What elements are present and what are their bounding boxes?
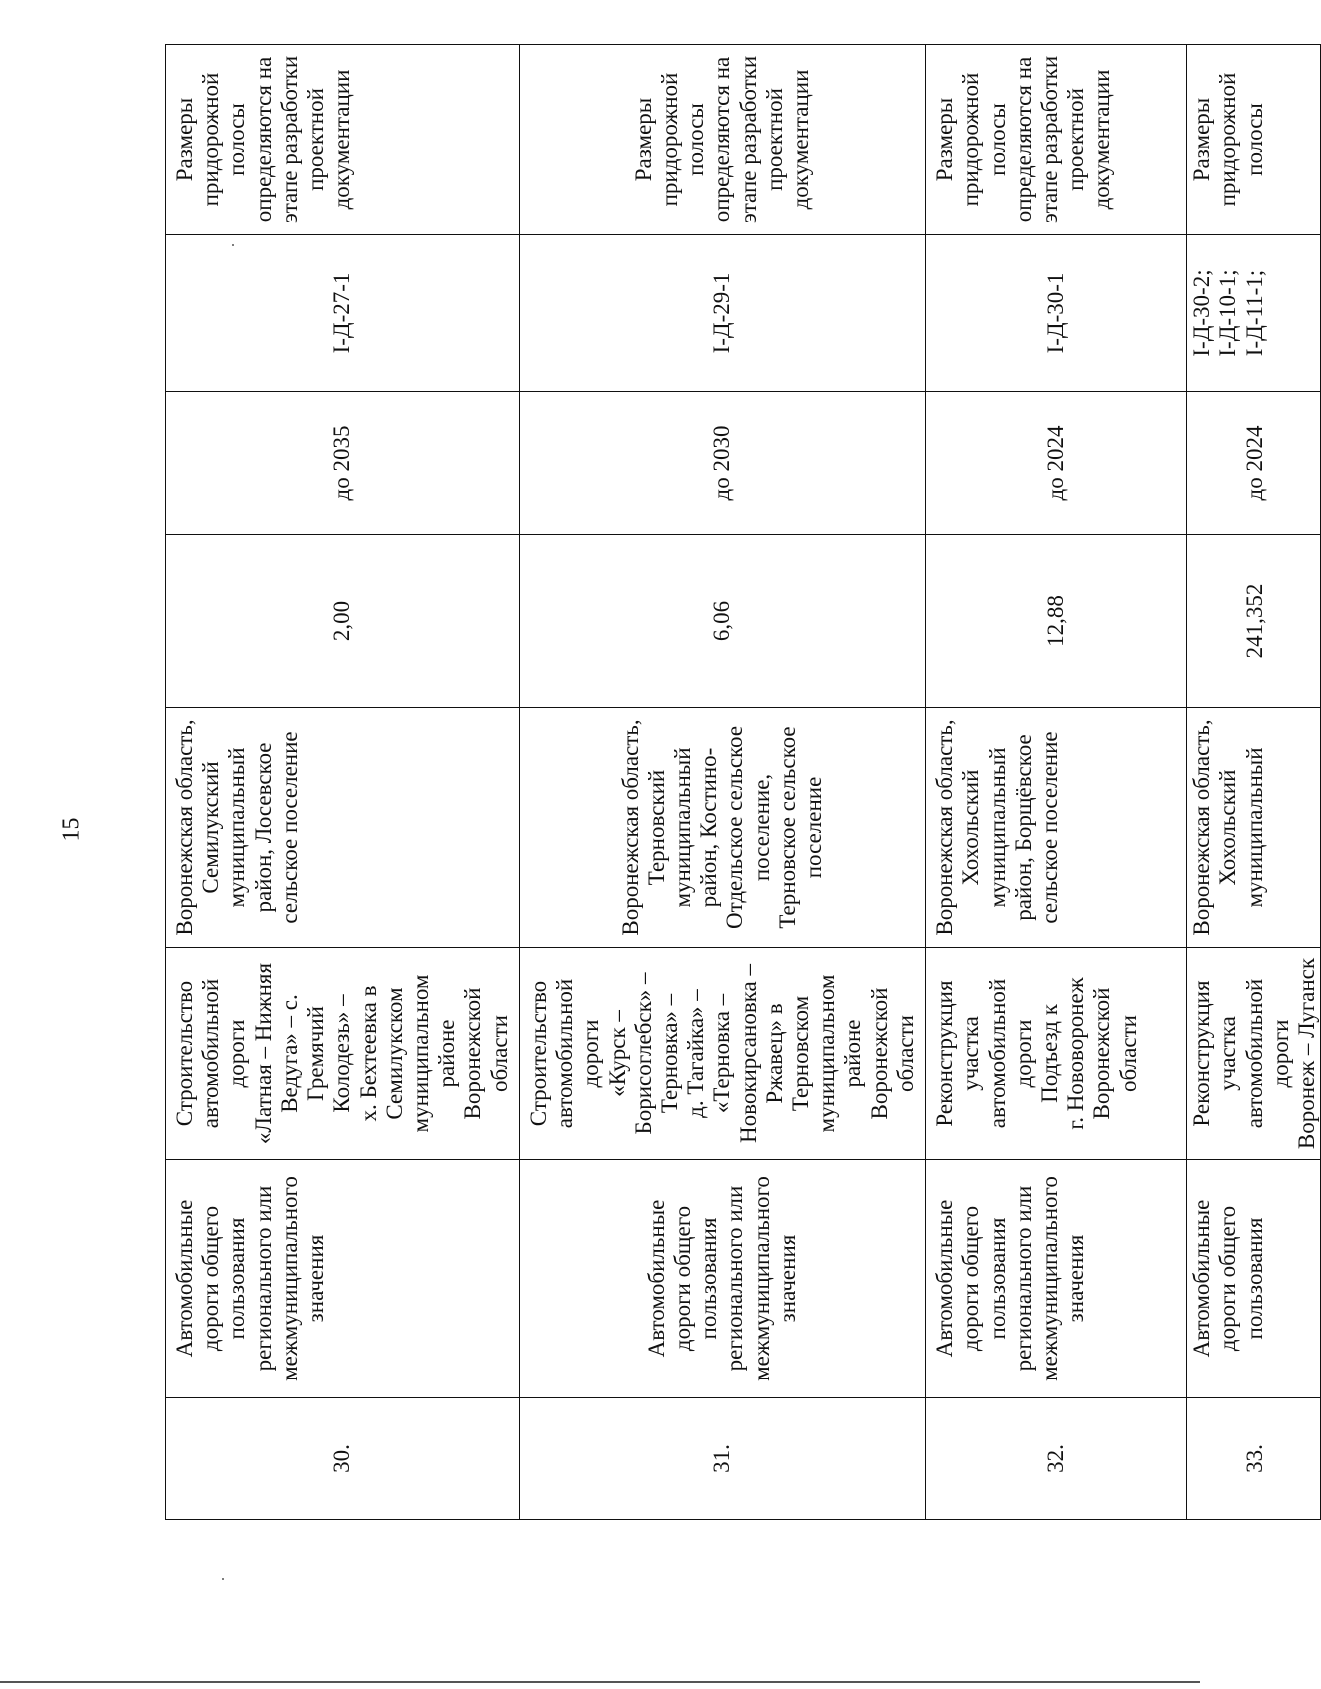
road-category: Автомобильные дороги общего пользования регионального или межмуниципального значения — [926, 1160, 1187, 1398]
deadline: до 2024 — [1187, 392, 1321, 535]
object-location: Воронежская область, Терновский муниципальный район, Костино- Отдельское сельское поселение, Терновское сельское поселение — [519, 708, 925, 948]
page-bottom-edge — [0, 1681, 1200, 1683]
row-number: 33. — [1187, 1398, 1321, 1520]
scan-speck — [232, 244, 234, 246]
road-length: 2,00 — [166, 535, 520, 708]
road-length: 241,352 — [1187, 535, 1321, 708]
roadside-zone: Размеры придорожной полосы определяются на этапе разработки проектной документации — [926, 45, 1187, 235]
roads-table — [165, 44, 1321, 1520]
object-code: I-Д-30-1 — [926, 235, 1187, 392]
deadline: до 2030 — [519, 392, 925, 535]
roadside-zone: Размеры придорожной полосы определяются на этапе разработки проектной документации — [166, 45, 520, 235]
object-code: I-Д-27-1 — [166, 235, 520, 392]
scan-speck — [222, 1578, 224, 1580]
object-name: Реконструкция участка автомобильной дороги Подъезд к г. Нововоронеж Воронежской области — [926, 948, 1187, 1160]
road-category: Автомобильные дороги общего пользования регионального или межмуниципального значения — [166, 1160, 520, 1398]
object-code: I-Д-30-2; I-Д-10-1; I-Д-11-1; — [1187, 235, 1321, 392]
roadside-zone: Размеры придорожной полосы определяются на этапе разработки проектной документации — [519, 45, 925, 235]
row-number: 31. — [519, 1398, 925, 1520]
object-name: Строительство автомобильной дороги «Курск – Борисоглебск» – Терновка» – д. Тагайка» – «Терновка – Новокирсановка – Ржавец» в Терновском муниципальном районе Воронежской области — [519, 948, 925, 1160]
table-row — [166, 45, 520, 1520]
object-code: I-Д-29-1 — [519, 235, 925, 392]
deadline: до 2035 — [166, 392, 520, 535]
road-length: 12,88 — [926, 535, 1187, 708]
table-row — [1187, 45, 1321, 1520]
table-row — [519, 45, 925, 1520]
table-row — [926, 45, 1187, 1520]
object-location: Воронежская область, Семилукский муниципальный район, Лосевское сельское поселение — [166, 708, 520, 948]
rotated-page-content — [165, 45, 1319, 1520]
row-number: 32. — [926, 1398, 1187, 1520]
road-category: Автомобильные дороги общего пользования — [1187, 1160, 1321, 1398]
roadside-zone: Размеры придорожной полосы — [1187, 45, 1321, 235]
object-location: Воронежская область, Хохольский муниципальный район, Борщёвское сельское поселение — [926, 708, 1187, 948]
object-name: Строительство автомобильной дороги «Латная – Нижняя Ведуга» – с. Гремячий Колодезь» – х. Бехтеевка в Семилукском муниципальном районе Воронежской области — [166, 948, 520, 1160]
page-number: 15 — [58, 817, 85, 842]
object-location: Воронежская область, Хохольский муниципальный — [1187, 708, 1321, 948]
road-length: 6,06 — [519, 535, 925, 708]
row-number: 30. — [166, 1398, 520, 1520]
object-name: Реконструкция участка автомобильной дороги Воронеж – Луганск — [1187, 948, 1321, 1160]
deadline: до 2024 — [926, 392, 1187, 535]
road-category: Автомобильные дороги общего пользования регионального или межмуниципального значения — [519, 1160, 925, 1398]
